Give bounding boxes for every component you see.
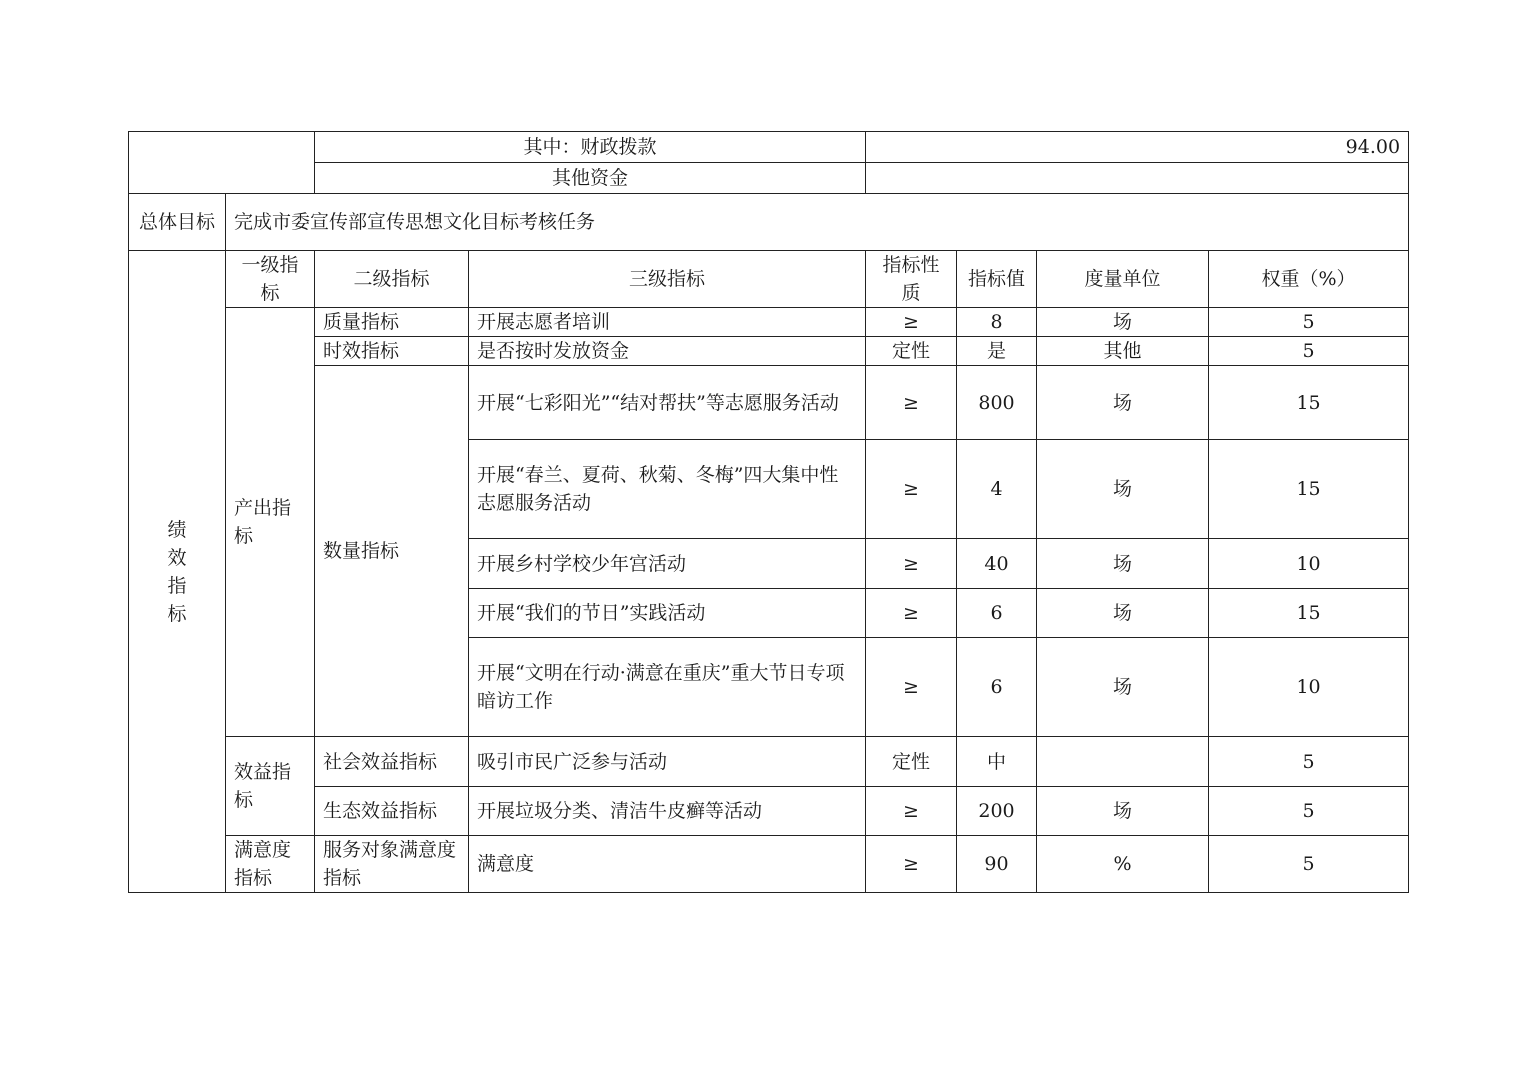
weight-cell: 5 — [1209, 337, 1409, 366]
performance-label-char: 指 — [167, 574, 187, 597]
indicator-cell: 开展“春兰、夏荷、秋菊、冬梅”四大集中性志愿服务活动 — [469, 440, 866, 539]
indicator-cell: 是否按时发放资金 — [469, 337, 866, 366]
unit-cell: 其他 — [1037, 337, 1209, 366]
indicator-cell: 开展志愿者培训 — [469, 308, 866, 337]
header-level2: 二级指标 — [315, 251, 469, 308]
indicator-cell: 开展“七彩阳光”“结对帮扶”等志愿服务活动 — [469, 366, 866, 440]
unit-cell: 场 — [1037, 440, 1209, 539]
unit-cell: 场 — [1037, 787, 1209, 836]
group-service-satisfaction: 服务对象满意度指标 — [315, 836, 469, 893]
other-funds-label: 其他资金 — [315, 163, 866, 194]
funding-blank-cell — [129, 132, 315, 194]
weight-cell: 15 — [1209, 440, 1409, 539]
performance-label-char: 标 — [167, 602, 187, 625]
header-value: 指标值 — [957, 251, 1037, 308]
unit-cell: 场 — [1037, 366, 1209, 440]
header-level3: 三级指标 — [469, 251, 866, 308]
nature-cell: ≥ — [866, 539, 957, 589]
performance-table — [128, 131, 1409, 893]
value-cell: 90 — [957, 836, 1037, 893]
weight-cell: 10 — [1209, 539, 1409, 589]
weight-cell: 15 — [1209, 366, 1409, 440]
overall-goal-text: 完成市委宣传部宣传思想文化目标考核任务 — [226, 194, 1409, 251]
weight-cell: 15 — [1209, 589, 1409, 638]
indicator-cell: 开展乡村学校少年宫活动 — [469, 539, 866, 589]
unit-cell: 场 — [1037, 308, 1209, 337]
group-timeliness: 时效指标 — [315, 337, 469, 366]
header-level1: 一级指标 — [226, 251, 315, 308]
value-cell: 6 — [957, 638, 1037, 737]
fiscal-value: 94.00 — [866, 132, 1409, 163]
value-cell: 800 — [957, 366, 1037, 440]
value-cell: 是 — [957, 337, 1037, 366]
unit-cell: 场 — [1037, 638, 1209, 737]
weight-cell: 5 — [1209, 737, 1409, 787]
performance-label-char: 绩 — [167, 518, 187, 541]
nature-cell: ≥ — [866, 638, 957, 737]
group-output: 产出指标 — [226, 308, 315, 737]
group-quality: 质量指标 — [315, 308, 469, 337]
header-unit: 度量单位 — [1037, 251, 1209, 308]
indicator-cell: 满意度 — [469, 836, 866, 893]
fiscal-label: 其中：财政拨款 — [315, 132, 866, 163]
nature-cell: 定性 — [866, 337, 957, 366]
value-cell: 40 — [957, 539, 1037, 589]
group-benefit: 效益指标 — [226, 737, 315, 836]
weight-cell: 5 — [1209, 308, 1409, 337]
weight-cell: 5 — [1209, 787, 1409, 836]
value-cell: 4 — [957, 440, 1037, 539]
performance-label-char: 效 — [167, 546, 187, 569]
weight-cell: 10 — [1209, 638, 1409, 737]
value-cell: 8 — [957, 308, 1037, 337]
value-cell: 6 — [957, 589, 1037, 638]
performance-label — [129, 251, 226, 893]
weight-cell: 5 — [1209, 836, 1409, 893]
value-cell: 中 — [957, 737, 1037, 787]
nature-cell: 定性 — [866, 737, 957, 787]
indicator-cell: 开展“文明在行动·满意在重庆”重大节日专项暗访工作 — [469, 638, 866, 737]
group-ecological: 生态效益指标 — [315, 787, 469, 836]
indicator-cell: 吸引市民广泛参与活动 — [469, 737, 866, 787]
other-funds-value — [866, 163, 1409, 194]
nature-cell: ≥ — [866, 589, 957, 638]
indicator-cell: 开展“我们的节日”实践活动 — [469, 589, 866, 638]
unit-cell: % — [1037, 836, 1209, 893]
header-weight: 权重（%） — [1209, 251, 1409, 308]
nature-cell: ≥ — [866, 836, 957, 893]
nature-cell: ≥ — [866, 440, 957, 539]
indicator-cell: 开展垃圾分类、清洁牛皮癣等活动 — [469, 787, 866, 836]
header-nature: 指标性质 — [866, 251, 957, 308]
group-social: 社会效益指标 — [315, 737, 469, 787]
nature-cell: ≥ — [866, 366, 957, 440]
unit-cell — [1037, 737, 1209, 787]
value-cell: 200 — [957, 787, 1037, 836]
nature-cell: ≥ — [866, 787, 957, 836]
unit-cell: 场 — [1037, 539, 1209, 589]
overall-goal-label: 总体目标 — [129, 194, 226, 251]
group-satisfaction: 满意度指标 — [226, 836, 315, 893]
group-quantity: 数量指标 — [315, 366, 469, 737]
nature-cell: ≥ — [866, 308, 957, 337]
unit-cell: 场 — [1037, 589, 1209, 638]
